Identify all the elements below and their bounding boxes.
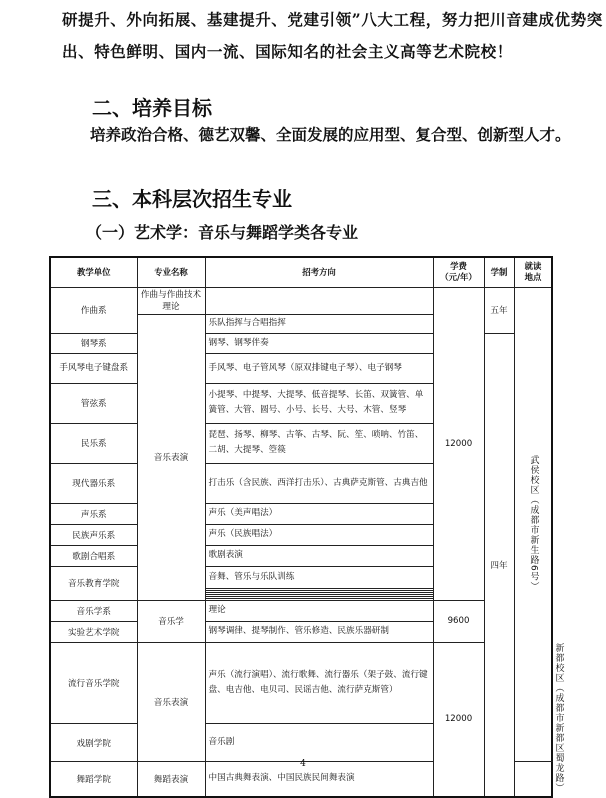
header-unit: 教学单位 [50, 257, 137, 287]
major-cell: 舞蹈表演 [137, 762, 205, 797]
unit-cell: 民族声乐系 [50, 524, 137, 545]
header-major: 专业名称 [137, 257, 205, 287]
majors-table [49, 256, 564, 798]
table-row [50, 600, 552, 621]
fee-cell: 9600 [433, 600, 484, 642]
unit-cell: 舞蹈学院 [50, 762, 137, 797]
unit-cell: 歌剧合唱系 [50, 545, 137, 566]
direction-cell: 音舞、管乐与乐队训练 [205, 566, 433, 588]
unit-cell: 手风琴电子键盘系 [50, 353, 137, 383]
fee-cell: 12000 [433, 642, 484, 797]
goal-statement: 培养政治合格、德艺双馨、全面发展的应用型、复合型、创新型人才。 [90, 125, 571, 144]
direction-cell: 中国古典舞表演、中国民族民间舞表演 [205, 762, 433, 797]
direction-cell [205, 287, 433, 314]
intro-line-2: 出、特色鲜明、国内一流、国际知名的社会主义高等艺术院校！ [62, 42, 513, 61]
table-row [50, 287, 552, 314]
direction-cell: 钢琴调律、提琴制作、管乐修造、民族乐器研制 [205, 621, 433, 642]
direction-cell: 乐队指挥与合唱指挥 [205, 314, 433, 333]
section-heading-goals: 二、培养目标 [92, 96, 212, 120]
direction-cell: 声乐（民族唱法） [205, 524, 433, 545]
direction-cell: 音乐剧 [205, 724, 433, 762]
unit-cell: 管弦系 [50, 383, 137, 423]
unit-cell: 民乐系 [50, 423, 137, 463]
unit-cell: 戏剧学院 [50, 724, 137, 762]
direction-cell: 声乐（流行演唱）、流行歌舞、流行器乐（架子鼓、流行键盘、电吉他、电贝司、民谣吉他、流行萨克斯管） [205, 642, 433, 724]
page-number: 4 [300, 759, 306, 769]
header-fee: 学费 （元/年） [433, 257, 484, 287]
subsection-heading: （一）艺术学：音乐与舞蹈学类各专业 [86, 223, 359, 242]
unit-cell: 实验艺术学院 [50, 621, 137, 642]
header-years: 学制 [484, 257, 514, 287]
unit-cell: 音乐教育学院 [50, 566, 137, 600]
unit-cell: 作曲系 [50, 287, 137, 333]
direction-cell: 手风琴、电子管风琴（原双排键电子琴）、电子钢琴 [205, 353, 433, 383]
intro-line-1: 研提升、外向拓展、基建提升、党建引领”八大工程，努力把川音建成优势突 [62, 10, 603, 29]
header-direction: 招考方向 [205, 257, 433, 287]
fee-cell: 12000 [433, 287, 484, 600]
direction-cell: 声乐（美声唱法） [205, 503, 433, 524]
direction-cell: 歌剧表演 [205, 545, 433, 566]
direction-cell: 理论 [205, 600, 433, 621]
major-cell: 音乐表演 [137, 314, 205, 600]
direction-cell: 打击乐（含民族、西洋打击乐）、古典萨克斯管、古典吉他 [205, 463, 433, 503]
section-heading-majors: 三、本科层次招生专业 [92, 187, 292, 211]
header-location: 就读 地点 [514, 257, 552, 287]
table-row: 流行音乐学院 音乐表演 声乐（流行演唱）、流行歌舞、流行器乐（架子鼓、流行键盘、电吉他、电贝司、民谣吉他、流行萨克斯管） 12000 新都校区（成都市新都区蜀龙路） [50, 642, 552, 724]
location-cell-campus1: 武侯校区（成都市新生路6号） [514, 287, 552, 762]
unit-cell: 音乐学系 [50, 600, 137, 621]
major-cell: 音乐学 [137, 600, 205, 642]
table-header-row [50, 257, 552, 287]
major-cell: 音乐表演 [137, 642, 205, 762]
unit-cell: 现代器乐系 [50, 463, 137, 503]
unit-cell: 钢琴系 [50, 333, 137, 353]
direction-cell: 钢琴、钢琴伴奏 [205, 333, 433, 353]
unit-cell: 声乐系 [50, 503, 137, 524]
direction-cell: 琵琶、扬琴、柳琴、古筝、古琴、阮、笙、唢呐、竹笛、二胡、大提琴、箜篌 [205, 423, 433, 463]
years-cell: 五年 [484, 287, 514, 333]
years-cell: 四年 [484, 333, 514, 797]
unit-cell: 流行音乐学院 [50, 642, 137, 724]
direction-cell: 小提琴、中提琴、大提琴、低音提琴、长笛、双簧管、单簧管、大管、圆号、小号、长号、大号、木管、竖琴 [205, 383, 433, 423]
major-cell: 作曲与作曲技术理论 [137, 287, 205, 314]
